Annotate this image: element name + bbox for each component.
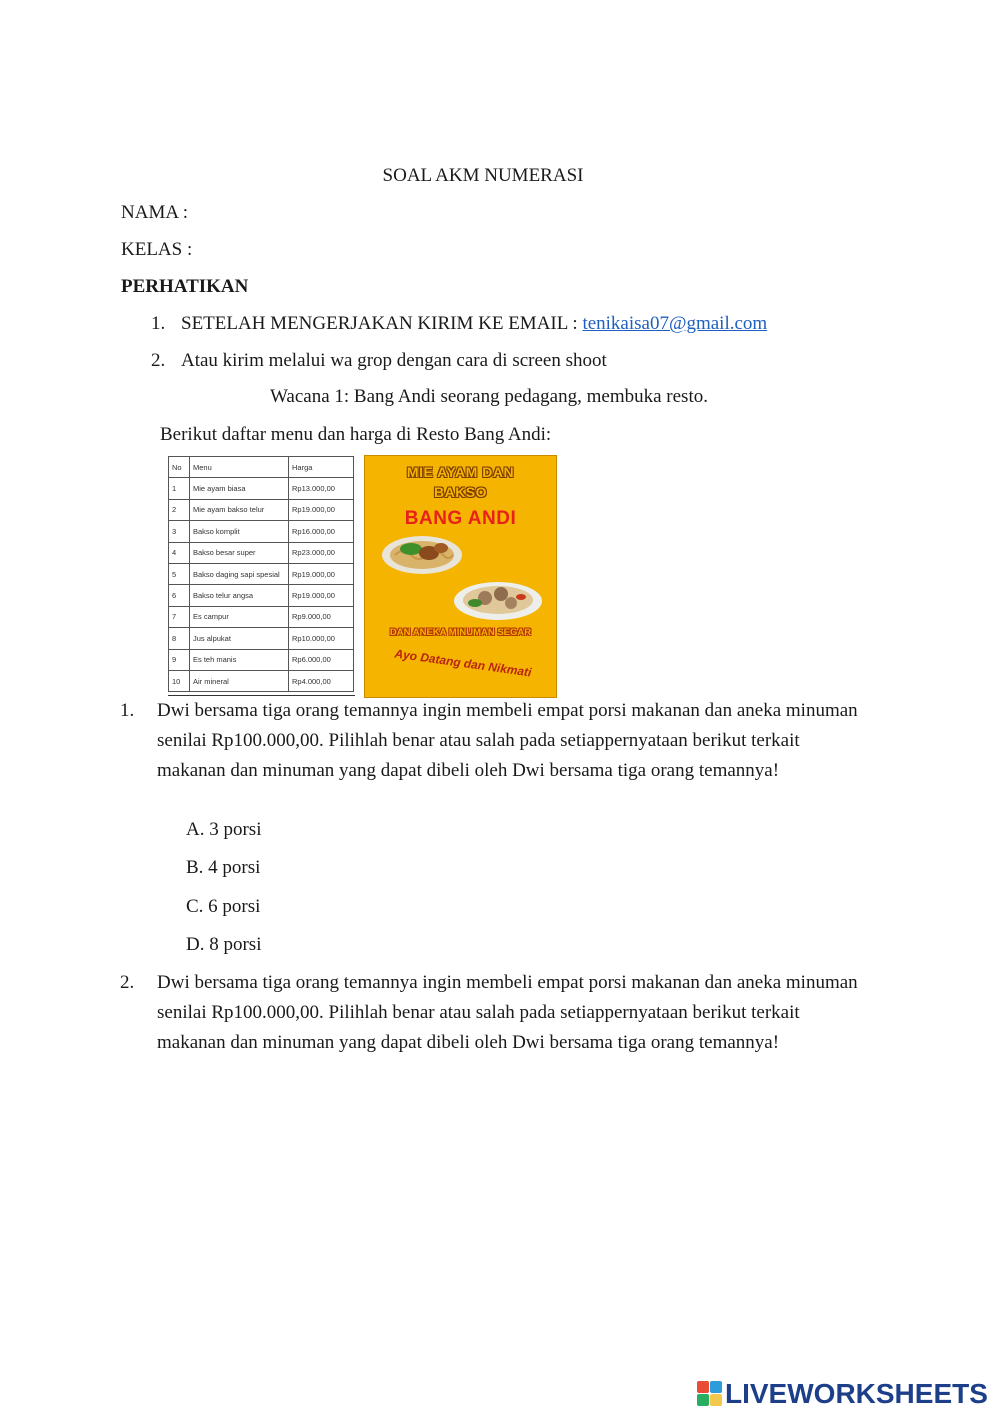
table-row	[169, 606, 354, 627]
instruction-text: Atau kirim melalui wa grop dengan cara di screen shoot	[181, 350, 607, 371]
table-row	[169, 585, 354, 606]
table-cell: 7	[169, 606, 190, 627]
poster-subtitle: DAN ANEKA MINUMAN SEGAR	[389, 627, 532, 638]
table-header-cell: Harga	[289, 457, 354, 478]
table-cell: Rp19.000,00	[289, 499, 354, 520]
table-cell: Rp16.000,00	[289, 521, 354, 542]
table-cell: 9	[169, 649, 190, 670]
table-cell: Rp4.000,00	[289, 670, 354, 691]
email-link[interactable]: tenikaisa07@gmail.com	[582, 313, 768, 334]
option-c: C. 6 porsi	[186, 896, 261, 917]
table-cell: Rp19.000,00	[289, 563, 354, 584]
liveworksheets-logo-icon	[697, 1381, 723, 1407]
table-cell: Rp9.000,00	[289, 606, 354, 627]
bakso-bowl-icon	[453, 579, 543, 621]
option-a: A. 3 porsi	[186, 819, 262, 840]
instruction-item	[181, 313, 767, 335]
table-row	[169, 521, 354, 542]
table-cell: 3	[169, 521, 190, 542]
table-cell: Bakso telur angsa	[190, 585, 289, 606]
table-cell: Air mineral	[190, 670, 289, 691]
question-number: 1.	[120, 700, 135, 721]
table-cell: Rp19.000,00	[289, 585, 354, 606]
table-row	[169, 478, 354, 499]
table-cell: 4	[169, 542, 190, 563]
nama-label: NAMA :	[121, 202, 189, 223]
table-cell: Rp13.000,00	[289, 478, 354, 499]
instruction-number: 1.	[151, 313, 166, 334]
wacana-text: Wacana 1: Bang Andi seorang pedagang, membuka resto.	[270, 386, 708, 407]
table-cell: 5	[169, 563, 190, 584]
table-cell: 2	[169, 499, 190, 520]
poster-brand: BANG ANDI	[404, 508, 517, 529]
kelas-label: KELAS :	[121, 239, 193, 260]
table-row	[169, 670, 354, 691]
perhatikan-heading: PERHATIKAN	[121, 276, 249, 297]
table-cell: Bakso besar super	[190, 542, 289, 563]
table-cell: Rp6.000,00	[289, 649, 354, 670]
table-cell: Rp10.000,00	[289, 628, 354, 649]
table-row	[169, 563, 354, 584]
menu-table	[168, 456, 354, 692]
instruction-text: SETELAH MENGERJAKAN KIRIM KE EMAIL :	[181, 313, 578, 334]
table-cell: Es teh manis	[190, 649, 289, 670]
question-number: 2.	[120, 972, 135, 993]
table-cell: Bakso daging sapi spesial	[190, 563, 289, 584]
liveworksheets-wordmark: LIVEWORKSHEETS	[725, 1378, 988, 1409]
instruction-number: 2.	[151, 350, 166, 371]
table-cell: Rp23.000,00	[289, 542, 354, 563]
table-header-row	[169, 457, 354, 478]
table-row	[169, 499, 354, 520]
berikut-text: Berikut daftar menu dan harga di Resto Bang Andi:	[160, 424, 552, 445]
table-cell: Jus alpukat	[190, 628, 289, 649]
table-row	[169, 542, 354, 563]
option-d: D. 8 porsi	[186, 934, 262, 955]
option-b: B. 4 porsi	[186, 857, 261, 878]
question-text: Dwi bersama tiga orang temannya ingin membeli empat porsi makanan dan aneka minuman senilai Rp100.000,00. Pilihlah benar atau salah pada setiappernyataan berikut terkait makanan dan minuman yang dapat dibeli oleh Dwi bersama tiga orang temannya!	[157, 972, 858, 1053]
poster-line1: MIE AYAM DAN	[406, 464, 515, 480]
poster-slogan: Ayo Datang dan Nikmati	[393, 646, 533, 680]
table-cell: Mie ayam bakso telur	[190, 499, 289, 520]
table-header-cell: No	[169, 457, 190, 478]
table-cell: 6	[169, 585, 190, 606]
table-row	[169, 628, 354, 649]
table-cell: 8	[169, 628, 190, 649]
page-title: SOAL AKM NUMERASI	[382, 165, 584, 186]
table-cell: 10	[169, 670, 190, 691]
table-header-cell: Menu	[190, 457, 289, 478]
mie-ayam-bowl-icon	[381, 533, 463, 575]
table-cell: Mie ayam biasa	[190, 478, 289, 499]
table-cell: 1	[169, 478, 190, 499]
menu-poster	[364, 455, 557, 698]
table-cell: Bakso komplit	[190, 521, 289, 542]
table-cell: Es campur	[190, 606, 289, 627]
table-row	[169, 649, 354, 670]
question-text: Dwi bersama tiga orang temannya ingin membeli empat porsi makanan dan aneka minuman senilai Rp100.000,00. Pilihlah benar atau salah pada setiappernyataan berikut terkait makanan dan minuman yang dapat dibeli oleh Dwi bersama tiga orang temannya!	[157, 700, 858, 781]
poster-line2: BAKSO	[433, 484, 488, 500]
